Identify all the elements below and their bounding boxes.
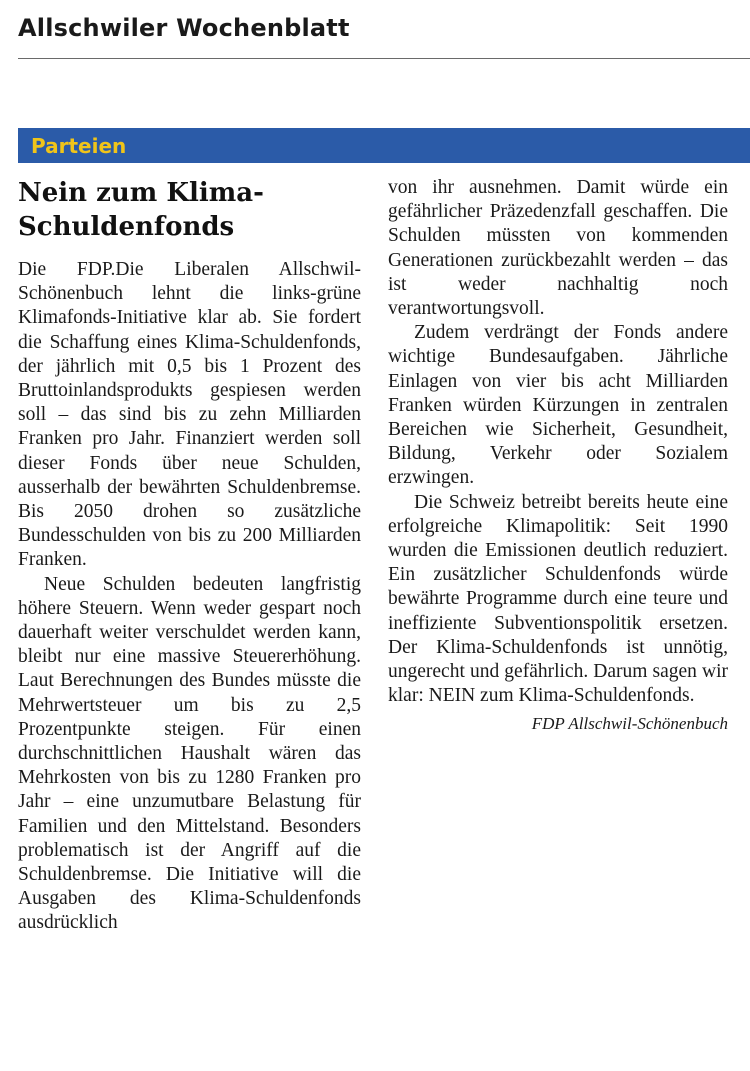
section-bar [18,128,750,163]
masthead-divider [18,58,750,59]
article-headline: Nein zum Klima-Schuldenfonds [18,178,264,242]
article-paragraph: Die FDP.Die Liberalen Allschwil-Schönenbuch lehnt die links-grüne Klimafonds-Initiative klar ab. Sie fordert die Schaffung eines Klima-Schuldenfonds, der jährlich mit 0,5 bis 1 Prozent des Bruttoinlandsprodukts gespiesen werden soll – das sind bis zu zehn Milliarden Franken pro Jahr. Finanziert werden soll dieser Fonds über neue Schulden, ausserhalb der bewährten Schuldenbremse. Bis 2050 drohen so zusätzliche Bundesschulden von bis zu 200 Milliarden Franken. [18,259,361,571]
masthead-title: Allschwiler Wochenblatt [18,14,350,42]
article-paragraph: Zudem verdrängt der Fonds andere wichtige Bundesaufgaben. Jährliche Einlagen von vier bis acht Milliarden Franken würden Kürzungen in zentralen Bereichen wie Sicherheit, Gesundheit, Bildung, Verkehr oder Sozialem erzwingen. [388,322,728,489]
article-paragraph: von ihr ausnehmen. Damit würde ein gefährlicher Präzedenzfall geschaffen. Die Schulden müssten von kommenden Generationen zurückbezahlt werden – das ist weder nachhaltig noch verantwortungsvoll. [388,177,728,320]
section-label: Parteien [31,133,127,158]
article-column-left [18,258,361,936]
article-paragraph: Neue Schulden bedeuten langfristig höhere Steuern. Wenn weder gespart noch dauerhaft weiter verschuldet werden kann, bleibt nur eine massive Steuererhöhung. Laut Berechnungen des Bundes müsste die Mehrwertsteuer um bis zu 2,5 Prozentpunkte steigen. Für einen durchschnittlichen Haushalt wären das Mehrkosten von bis zu 1280 Franken pro Jahr – eine unzumutbare Belastung für Familien und den Mittelstand. Besonders problematisch ist der Angriff auf die Schuldenbremse. Die Initiative will die Ausgaben des Klima-Schuldenfonds ausdrücklich [18,573,361,934]
article-signature: FDP Allschwil-Schönenbuch [531,714,728,734]
article-paragraph: Die Schweiz betreibt bereits heute eine erfolgreiche Klimapolitik: Seit 1990 wurden die Emissionen deutlich reduziert. Ein zusätzlicher Schuldenfonds würde bewährte Programme durch eine teure und ineffiziente Subventionspolitik ersetzen. Der Klima-Schuldenfonds ist unnötig, ungerecht und gefährlich. Darum sagen wir klar: NEIN zum Klima-Schuldenfonds. [388,491,728,707]
article-column-right [388,176,728,737]
